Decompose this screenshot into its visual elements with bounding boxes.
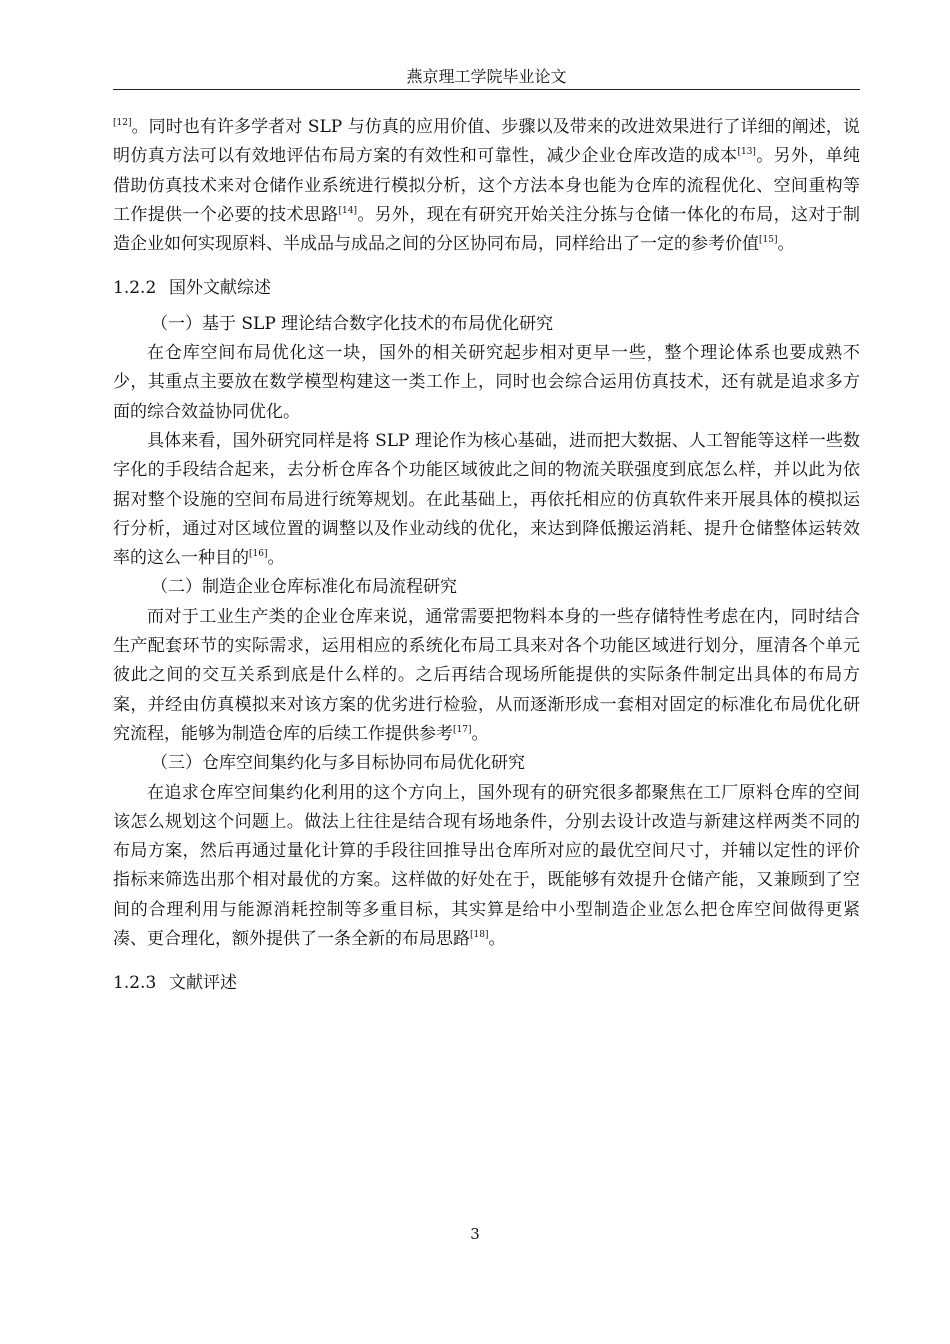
section-number: 1.2.2 xyxy=(113,278,157,299)
section-heading xyxy=(113,969,860,998)
paragraph: 具体来看，国外研究同样是将 SLP 理论作为核心基础，进而把大数据、人工智能等这样一些数字化的手段结合起来，去分析仓库各个功能区域彼此之间的物流关联强度到底怎么样，并以此为依据对整个设施的空间布局进行统筹规划。在此基础上，再依托相应的仿真软件来开展具体的模拟运行分析，通过对区域位置的调整以及作业动线的优化，来达到降低搬运消耗、提升仓储整体运转效率的这么一种目的[16]。 xyxy=(113,430,860,569)
paragraph: 在仓库空间布局优化这一块，国外的相关研究起步相对更早一些，整个理论体系也要成熟不少，其重点主要放在数学模型构建这一类工作上，同时也会综合运用仿真技术，还有就是追求多方面的综合效益协同优化。 xyxy=(113,343,860,422)
subheading: （二）制造企业仓库标准化布局流程研究 xyxy=(151,577,457,598)
section-number: 1.2.3 xyxy=(113,973,157,994)
citation: [17] xyxy=(453,724,472,735)
page-number: 3 xyxy=(470,1225,480,1243)
paragraph: 在追求仓库空间集约化利用的这个方向上，国外现有的研究很多都聚焦在工厂原料仓库的空间该怎么规划这个问题上。做法上往往是结合现有场地条件，分别去设计改造与新建这样两类不同的布局方案，然后再通过量化计算的手段往回推导出仓库所对应的最优空间尺寸，并辅以定性的评价指标来筛选出那个相对最优的方案。这样做的好处在于，既能够有效提升仓储产能，又兼顾到了空间的合理利用与能源消耗控制等多重目标，其实算是给中小型制造企业怎么把仓库空间做得更紧凑、更合理化，额外提供了一条全新的布局思路[18]。 xyxy=(113,782,860,950)
citation: [14] xyxy=(338,205,357,216)
body-text xyxy=(113,113,860,999)
citation: [13] xyxy=(737,147,756,158)
citation: [15] xyxy=(759,235,778,246)
paragraph: [12]。同时也有许多学者对 SLP 与仿真的应用价值、步骤以及带来的改进效果进行了详细的阐述，说明仿真方法可以有效地评估布局方案的有效性和可靠性，减少企业仓库改造的成本[13]。另外，单纯借助仿真技术来对仓储作业系统进行模拟分析，这个方法本身也能为仓库的流程优化、空间重构等工作提供一个必要的技术思路[14]。另外，现在有研究开始关注分拣与仓储一体化的布局，这对于制造企业如何实现原料、半成品与成品之间的分区协同布局，同样给出了一定的参考价值[15]。 xyxy=(113,117,861,255)
header-rule xyxy=(113,89,860,90)
citation: [18] xyxy=(470,930,489,941)
subheading: （三）仓库空间集约化与多目标协同布局优化研究 xyxy=(151,753,525,774)
citation: [16] xyxy=(249,549,268,560)
subheading: （一）基于 SLP 理论结合数字化技术的布局优化研究 xyxy=(151,313,554,334)
running-header: 燕京理工学院毕业论文 xyxy=(406,67,567,86)
section-title: 国外文献综述 xyxy=(169,278,271,299)
paragraph: 而对于工业生产类的企业仓库来说，通常需要把物料本身的一些存储特性考虑在内，同时结合生产配套环节的实际需求，运用相应的系统化布局工具来对各个功能区域进行划分，厘清各个单元彼此之间的交互关系到底是什么样的。之后再结合现场所能提供的实际条件制定出具体的布局方案，并经由仿真模拟来对该方案的优劣进行检验，从而逐渐形成一套相对固定的标准化布局优化研究流程，能够为制造仓库的后续工作提供参考[17]。 xyxy=(113,606,860,744)
citation: [12] xyxy=(113,118,132,128)
section-heading xyxy=(113,274,860,303)
section-title: 文献评述 xyxy=(169,973,237,994)
